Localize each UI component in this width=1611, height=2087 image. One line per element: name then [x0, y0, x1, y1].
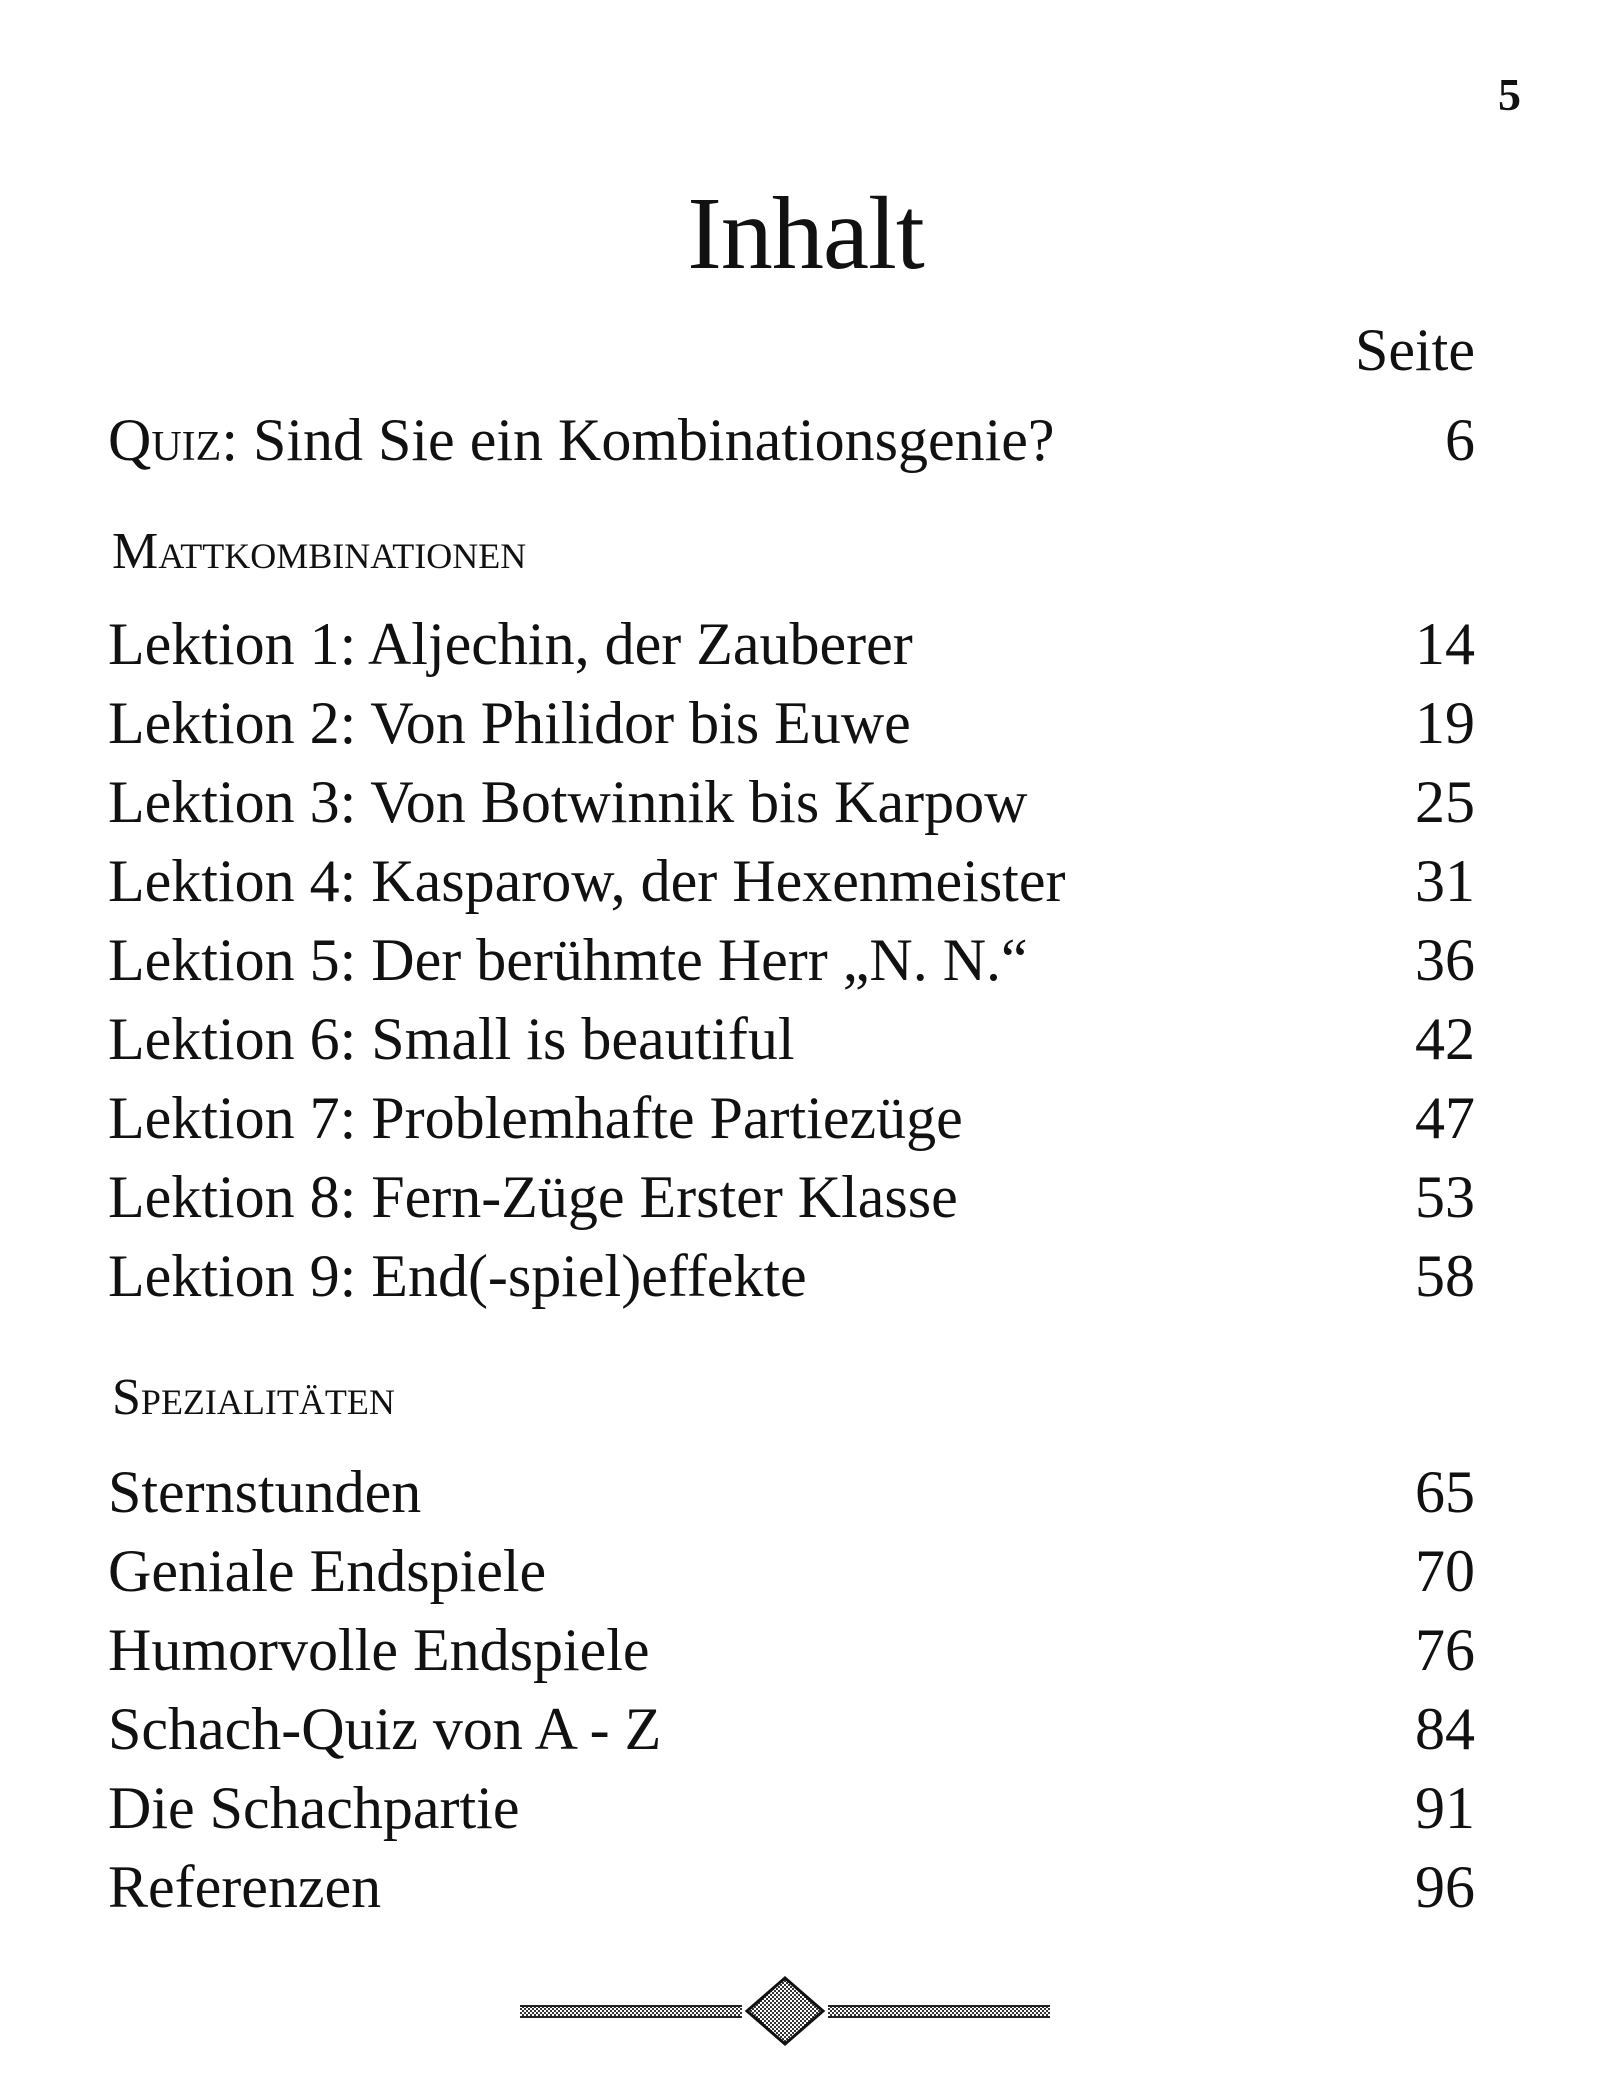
toc-entry — [108, 1459, 1475, 1525]
toc-entry-title: Lektion 4: Kasparow, der Hexenmeister — [108, 848, 1066, 914]
page-number: 5 — [1498, 69, 1521, 120]
toc-entry — [108, 769, 1475, 835]
toc-entry-title: Lektion 1: Aljechin, der Zauberer — [108, 611, 913, 677]
toc-entry — [108, 1085, 1475, 1151]
toc-entry — [108, 1617, 1475, 1683]
quiz-prefix: Quiz — [108, 407, 222, 473]
toc-entry-title: Die Schachpartie — [108, 1775, 520, 1841]
section-heading-spezialitaeten: Spezialitäten — [112, 1369, 395, 1426]
toc-entry-page: 42 — [1415, 1006, 1475, 1072]
toc-entry-page: 6 — [1445, 407, 1475, 473]
toc-entry — [108, 1538, 1475, 1604]
toc-entry — [108, 1164, 1475, 1230]
toc-entry-title: Lektion 9: End(-spiel)effekte — [108, 1243, 807, 1309]
toc-entry-page: 31 — [1415, 848, 1475, 914]
toc-entry-title: Referenzen — [108, 1854, 382, 1920]
toc-entry-title: Lektion 3: Von Botwinnik bis Karpow — [108, 769, 1028, 835]
toc-entry-page: 58 — [1415, 1243, 1475, 1309]
toc-entry-title: Geniale Endspiele — [108, 1538, 547, 1604]
toc-entry-page: 96 — [1415, 1854, 1475, 1920]
toc-entry-page: 47 — [1415, 1085, 1475, 1151]
toc-entry — [108, 927, 1475, 993]
toc-entry — [108, 1854, 1475, 1920]
toc-entry-title: Schach-Quiz von A - Z — [108, 1696, 662, 1762]
toc-entry-title: Lektion 7: Problemhafte Partiezüge — [108, 1085, 963, 1151]
toc-entry — [108, 690, 1475, 756]
toc-entry-page: 14 — [1415, 611, 1475, 677]
diamond-rule-ornament-icon — [520, 1976, 1050, 2046]
toc-entry-title: Lektion 8: Fern-Züge Erster Klasse — [108, 1164, 958, 1230]
toc-entry-page: 19 — [1415, 690, 1475, 756]
toc-entry-page: 84 — [1415, 1696, 1475, 1762]
toc-entry — [108, 1243, 1475, 1309]
toc-entry-page: 76 — [1415, 1617, 1475, 1683]
toc-entry-title: Sternstunden — [108, 1459, 422, 1525]
toc-entry-title: Lektion 6: Small is beautiful — [108, 1006, 795, 1072]
seite-column-label: Seite — [1355, 317, 1475, 383]
toc-entry — [108, 1696, 1475, 1762]
toc-entry-page: 53 — [1415, 1164, 1475, 1230]
toc-entry-title: Lektion 2: Von Philidor bis Euwe — [108, 690, 911, 756]
toc-entry-title: Humorvolle Endspiele — [108, 1617, 650, 1683]
toc-entry — [108, 611, 1475, 677]
toc-entry — [108, 1775, 1475, 1841]
quiz-title-rest: : Sind Sie ein Kombinationsgenie? — [221, 407, 1055, 473]
toc-entry-page: 65 — [1415, 1459, 1475, 1525]
toc-entry-page: 36 — [1415, 927, 1475, 993]
toc-entry-title: Lektion 5: Der berühmte Herr „N. N.“ — [108, 927, 1028, 993]
toc-entry-quiz — [108, 407, 1475, 473]
section-heading-mattkombinationen: Mattkombinationen — [112, 523, 527, 580]
toc-entry-title — [108, 407, 1055, 473]
toc-entry-page: 70 — [1415, 1538, 1475, 1604]
toc-entry-page: 91 — [1415, 1775, 1475, 1841]
toc-entry-page: 25 — [1415, 769, 1475, 835]
page-title: Inhalt — [687, 176, 924, 291]
toc-entry — [108, 848, 1475, 914]
toc-entry — [108, 1006, 1475, 1072]
